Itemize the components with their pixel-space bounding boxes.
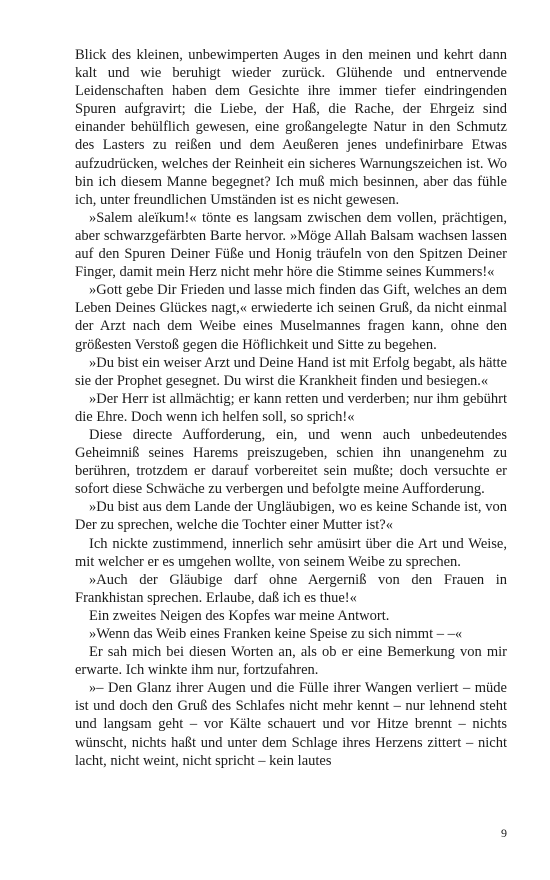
paragraph: »Salem aleïkum!« tönte es langsam zwischen dem vollen, prächtigen, aber schwarzgefärbten Barte hervor. »Möge Allah Balsam wachsen lassen auf den Spuren Deiner Füße und Honig träufeln von den Spitzen Deiner Finger, damit mein Herz nicht mehr höre die Stimme seines Kummers!« bbox=[75, 209, 507, 281]
paragraph: »Auch der Gläubige darf ohne Aergerniß von den Frauen in Frankhistan sprechen. Erlaube, daß ich es thue!« bbox=[75, 571, 507, 606]
paragraph: Er sah mich bei diesen Worten an, als ob er eine Bemerkung von mir erwarte. Ich winkte ihm nur, fortzufahren. bbox=[75, 644, 507, 679]
body-text bbox=[75, 46, 507, 770]
paragraph: Ein zweites Neigen des Kopfes war meine Antwort. bbox=[89, 607, 390, 624]
paragraph: »Wenn das Weib eines Franken keine Speise zu sich nimmt – –« bbox=[89, 626, 463, 642]
paragraph: »– Den Glanz ihrer Augen und die Fülle ihrer Wangen verliert – müde ist und doch den Gruß des Schlafes nicht mehr kennt – nur lehnend steht und langsam geht – vor Kälte schauert und vor Hitze brennt – nichts wünscht, nichts haßt und unter dem Schlage ihres Herzens zittert – nicht lacht, nicht weint, nicht spricht – kein lautes bbox=[75, 680, 507, 769]
paragraph: Diese directe Aufforderung, ein, und wenn auch unbedeutendes Geheimniß seines Harems preiszugeben, schien ihn unangenehm zu berühren, trotzdem er darauf vorbereitet sein mußte; doch versuchte er sofort diese Schwäche zu verbergen und befolgte meine Aufforderung. bbox=[75, 426, 507, 498]
paragraph: »Du bist ein weiser Arzt und Deine Hand ist mit Erfolg begabt, als hätte sie der Prophet gesegnet. Du wirst die Krankheit finden und besiegen.« bbox=[75, 354, 507, 389]
paragraph: Blick des kleinen, unbewimperten Auges in den meinen und kehrt dann kalt und wie beruhigt wieder zurück. Glühende und entnervende Leidenschaften haben dem Gesichte ihre immer tiefer eindringenden Spuren aufgravirt; die Liebe, der Haß, die Rache, der Ehrgeiz sind einander behülflich gewesen, eine großangelegte Natur in den Schmutz des Lasters zu reißen und dem Aeußeren jenes undefinirbare Etwas aufzudrücken, welches der Reinheit ein sicheres Warnungszeichen ist. Wo bin ich diesem Manne begegnet? Ich muß mich besinnen, aber das fühle ich, unter freundlichen Umständen ist es nicht gewesen. bbox=[75, 47, 507, 208]
paragraph: Ich nickte zustimmend, innerlich sehr amüsirt über die Art und Weise, mit welcher er es umgehen wollte, von seinem Weibe zu sprechen. bbox=[75, 535, 507, 570]
paragraph: »Der Herr ist allmächtig; er kann retten und verderben; nur ihm gebührt die Ehre. Doch wenn ich helfen soll, so sprich!« bbox=[75, 390, 507, 425]
paragraph: »Du bist aus dem Lande der Ungläubigen, wo es keine Schande ist, von Der zu sprechen, welche die Tochter einer Mutter ist?« bbox=[75, 499, 507, 534]
page-number: 9 bbox=[501, 826, 507, 840]
paragraph: »Gott gebe Dir Frieden und lasse mich finden das Gift, welches an dem Leben Deines Glückes nagt,« erwiederte ich seinen Gruß, da nicht einmal der Arzt nach dem Weibe eines Muselmannes fragen kann, ohne den größesten Verstoß gegen die Höflichkeit und Sitte zu begehen. bbox=[75, 282, 507, 353]
